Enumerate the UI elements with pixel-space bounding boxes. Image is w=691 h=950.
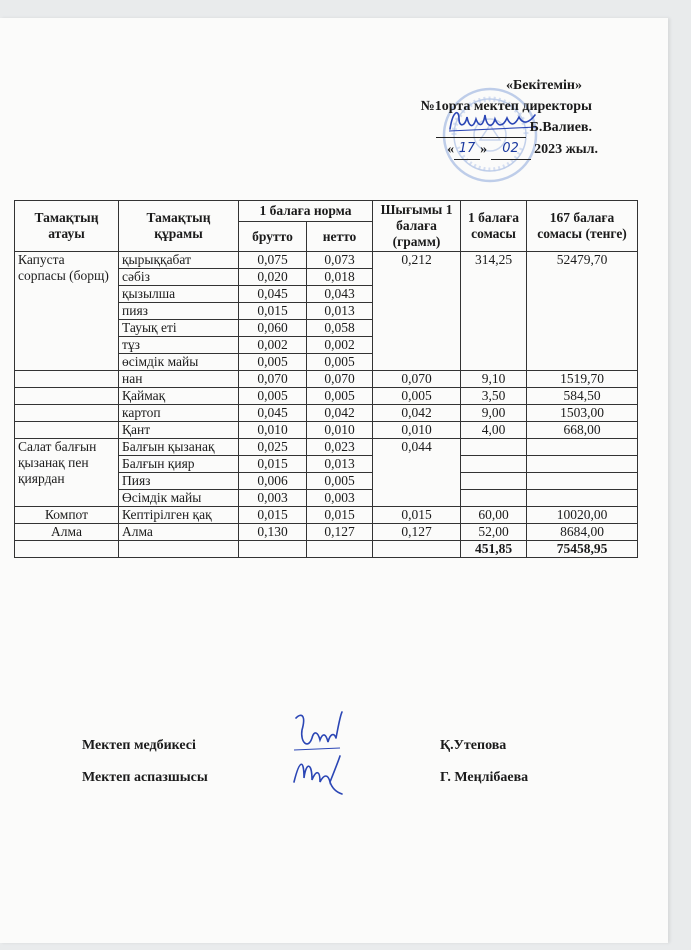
totals-row [15,541,638,558]
cook-name: Г. Меңлібаева [440,770,529,785]
header-cost-all: 167 балаға сомасы (тенге) [527,201,638,252]
netto-value: 0,013 [307,303,373,320]
date-quote-close: » [480,142,488,157]
brutto-value: 0,006 [239,473,307,490]
brutto-value: 0,045 [239,405,307,422]
brutto-value: 0,005 [239,388,307,405]
ingredient-name: картоп [119,405,239,422]
dish-name [15,405,119,422]
netto-value: 0,127 [307,524,373,541]
dish-name: Компот [15,507,119,524]
dish-name [15,388,119,405]
netto-value: 0,043 [307,286,373,303]
table-row [15,371,638,388]
ingredient-name: Пияз [119,473,239,490]
ingredient-name: қырыққабат [119,252,239,269]
yield-value: 0,127 [373,524,461,541]
empty-cell [373,541,461,558]
ingredient-name: Кептірілген қақ [119,507,239,524]
brutto-value: 0,020 [239,269,307,286]
empty-cell [119,541,239,558]
approval-organization: №1орта мектеп директоры [420,99,592,114]
cost-all-value [527,473,638,490]
yield-value: 0,015 [373,507,461,524]
netto-value: 0,005 [307,473,373,490]
date-day: 17 [454,138,480,160]
brutto-value: 0,003 [239,490,307,507]
dish-name: Капуста сорпасы (борщ) [15,252,119,371]
header-ingredient: Тамақтың құрамы [119,201,239,252]
cost-all-value: 1503,00 [527,405,638,422]
dish-name: Салат балғын қызанақ пен қиярдан [15,439,119,507]
netto-value: 0,073 [307,252,373,269]
table-row [15,405,638,422]
total-cost-one: 451,85 [461,541,527,558]
table-row [15,422,638,439]
cost-all-value: 1519,70 [527,371,638,388]
yield-value: 0,212 [373,252,461,371]
header-yield: Шығымы 1 балаға (грамм) [373,201,461,252]
yield-value: 0,070 [373,371,461,388]
ingredient-name: Өсімдік майы [119,490,239,507]
netto-value: 0,010 [307,422,373,439]
table-row [15,252,638,269]
netto-value: 0,003 [307,490,373,507]
table-row [15,507,638,524]
netto-value: 0,070 [307,371,373,388]
ingredient-name: тұз [119,337,239,354]
menu-cost-table [14,200,638,558]
netto-value: 0,042 [307,405,373,422]
cook-signature-icon [290,752,350,797]
netto-value: 0,013 [307,456,373,473]
cost-one-value: 9,00 [461,405,527,422]
ingredient-name: Балғын қияр [119,456,239,473]
cost-all-value: 668,00 [527,422,638,439]
header-cost-one: 1 балаға сомасы [461,201,527,252]
netto-value: 0,005 [307,354,373,371]
cook-role: Мектеп аспазшысы [82,770,208,785]
nurse-signature-icon [290,708,350,758]
table-row [15,388,638,405]
netto-value: 0,002 [307,337,373,354]
cost-one-value [461,490,527,507]
ingredient-name: өсімдік майы [119,354,239,371]
ingredient-name: Қант [119,422,239,439]
date-year: 2023 жыл. [534,142,598,157]
brutto-value: 0,015 [239,303,307,320]
yield-value: 0,010 [373,422,461,439]
brutto-value: 0,130 [239,524,307,541]
ingredient-name: Қаймақ [119,388,239,405]
brutto-value: 0,070 [239,371,307,388]
total-cost-all: 75458,95 [527,541,638,558]
cost-all-value [527,439,638,456]
empty-cell [307,541,373,558]
brutto-value: 0,015 [239,507,307,524]
cost-one-value [461,473,527,490]
cost-one-value: 9,10 [461,371,527,388]
cost-all-value: 10020,00 [527,507,638,524]
nurse-role: Мектеп медбикесі [82,738,196,753]
netto-value: 0,018 [307,269,373,286]
date-quote-open: « [447,142,455,157]
brutto-value: 0,045 [239,286,307,303]
cost-all-value [527,490,638,507]
cost-one-value [461,456,527,473]
brutto-value: 0,002 [239,337,307,354]
ingredient-name: қызылша [119,286,239,303]
brutto-value: 0,060 [239,320,307,337]
approval-director-line [420,117,650,138]
empty-cell [15,541,119,558]
cost-all-value: 8684,00 [527,524,638,541]
ingredient-name: сәбіз [119,269,239,286]
brutto-value: 0,025 [239,439,307,456]
dish-name [15,422,119,439]
yield-value: 0,044 [373,439,461,507]
header-dish: Тамақтың атауы [15,201,119,252]
cost-one-value [461,439,527,456]
cost-one-value: 314,25 [461,252,527,371]
ingredient-name: Тауық еті [119,320,239,337]
empty-cell [239,541,307,558]
dish-name: Алма [15,524,119,541]
table-header-row [15,201,638,222]
cost-one-value: 52,00 [461,524,527,541]
brutto-value: 0,075 [239,252,307,269]
approval-title: «Бекітемін» [505,78,582,93]
table-row [15,524,638,541]
signature-blank [436,123,526,138]
cost-one-value: 4,00 [461,422,527,439]
header-brutto: брутто [239,222,307,252]
approval-block [420,75,650,160]
netto-value: 0,005 [307,388,373,405]
header-netto: нетто [307,222,373,252]
cost-all-value [527,456,638,473]
ingredient-name: пияз [119,303,239,320]
brutto-value: 0,005 [239,354,307,371]
brutto-value: 0,015 [239,456,307,473]
cost-one-value: 3,50 [461,388,527,405]
cost-one-value: 60,00 [461,507,527,524]
netto-value: 0,023 [307,439,373,456]
yield-value: 0,042 [373,405,461,422]
netto-value: 0,058 [307,320,373,337]
yield-value: 0,005 [373,388,461,405]
director-name: Б.Валиев. [529,120,592,135]
ingredient-name: Балғын қызанақ [119,439,239,456]
date-month: 02 [491,138,531,160]
brutto-value: 0,010 [239,422,307,439]
cost-all-value: 584,50 [527,388,638,405]
dish-name [15,371,119,388]
ingredient-name: нан [119,371,239,388]
table-row [15,439,638,456]
nurse-name: Қ.Утепова [440,738,507,753]
ingredient-name: Алма [119,524,239,541]
approval-date [420,138,650,160]
netto-value: 0,015 [307,507,373,524]
header-norm: 1 балаға норма [239,201,373,222]
cost-all-value: 52479,70 [527,252,638,371]
